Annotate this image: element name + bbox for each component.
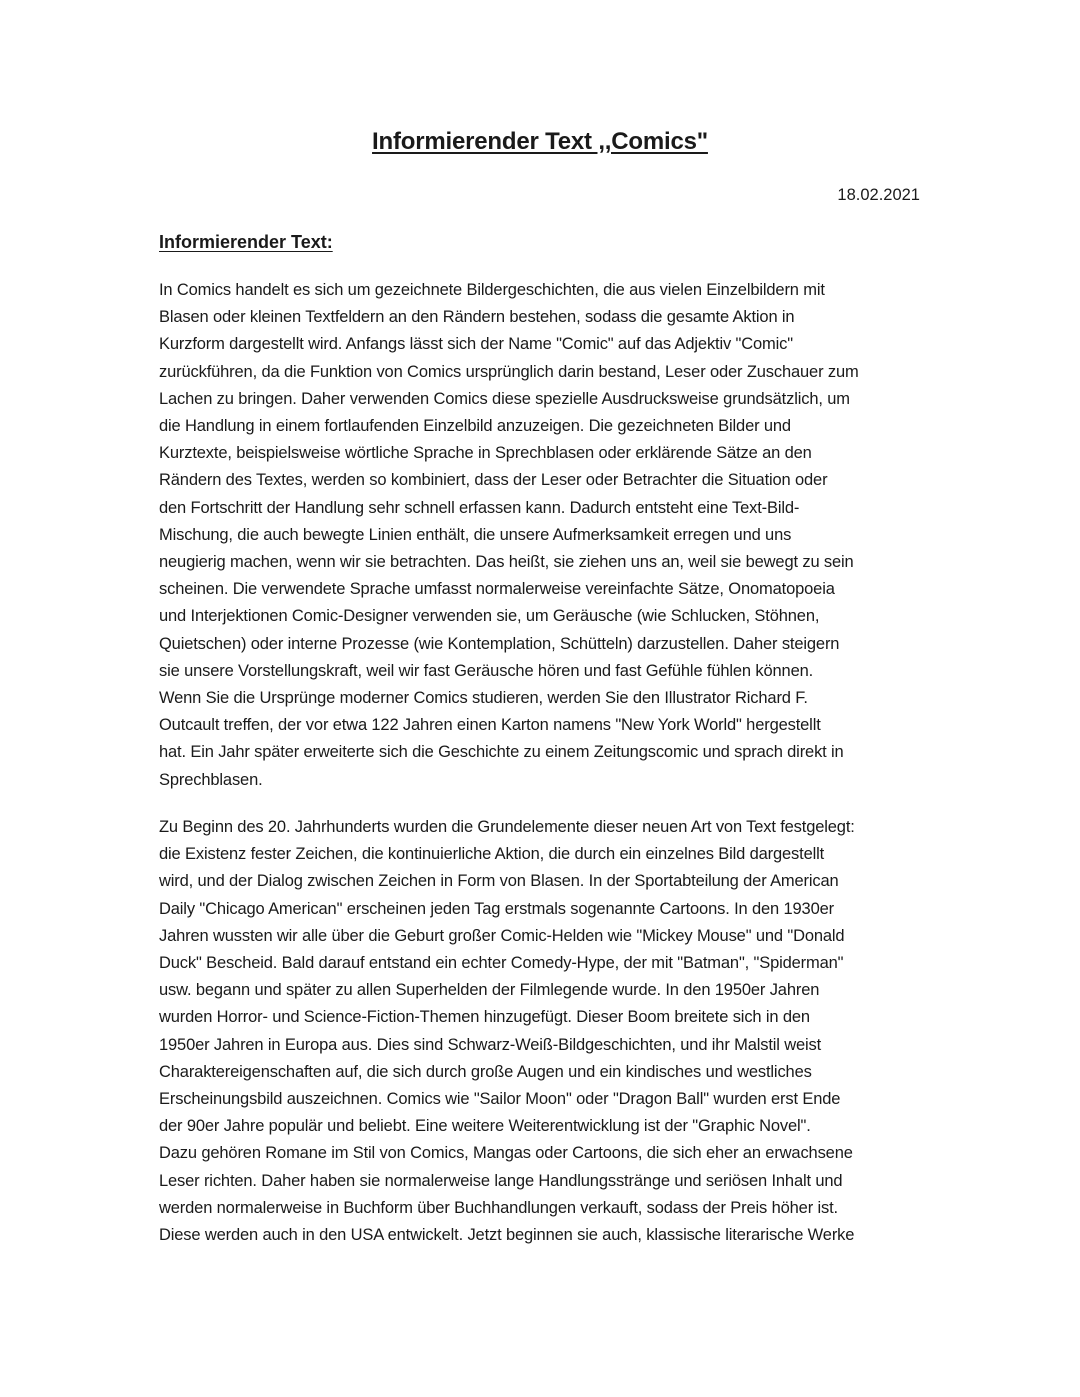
paragraph-line: Lachen zu bringen. Daher verwenden Comics diese spezielle Ausdrucksweise grundsätzlich, um	[159, 389, 850, 408]
paragraph-line: den Fortschritt der Handlung sehr schnell erfassen kann. Dadurch entsteht eine Text-Bild-	[159, 498, 800, 517]
paragraph-line: usw. begann und später zu allen Superhelden der Filmlegende wurde. In den 1950er Jahren	[159, 981, 820, 1000]
paragraph-line: Dazu gehören Romane im Stil von Comics, Mangas oder Cartoons, die sich eher an erwachsene	[159, 1144, 853, 1163]
paragraph-line: Wenn Sie die Ursprünge moderner Comics studieren, werden Sie den Illustrator Richard F.	[159, 689, 808, 708]
paragraph-line: sie unsere Vorstellungskraft, weil wir fast Geräusche hören und fast Gefühle fühlen können.	[159, 661, 814, 680]
paragraph-line: zurückführen, da die Funktion von Comics ursprünglich darin bestand, Leser oder Zuschauer zum	[159, 362, 859, 381]
paragraph-1	[159, 277, 939, 794]
paragraph-line: Diese werden auch in den USA entwickelt. Jetzt beginnen sie auch, klassische literarische Werke	[159, 1226, 855, 1245]
paragraph-line: Outcault treffen, der vor etwa 122 Jahren einen Karton namens "New York World" hergestellt	[159, 716, 821, 735]
paragraph-line: Charaktereigenschaften auf, die sich durch große Augen und ein kindisches und westliches	[159, 1062, 812, 1081]
document-title: Informierender Text ,,Comics"	[372, 128, 708, 155]
paragraph-line: der 90er Jahre populär und beliebt. Eine weitere Weiterentwicklung ist der "Graphic Novel".	[159, 1117, 811, 1136]
paragraph-line: Leser richten. Daher haben sie normalerweise lange Handlungsstränge und seriösen Inhalt und	[159, 1171, 843, 1190]
paragraph-line: In Comics handelt es sich um gezeichnete Bildergeschichten, die aus vielen Einzelbildern mit	[159, 281, 825, 299]
paragraph-line: und Interjektionen Comic-Designer verwenden sie, um Geräusche (wie Schlucken, Stöhnen,	[159, 607, 820, 626]
paragraph-line: Blasen oder kleinen Textfeldern an den Rändern bestehen, sodass die gesamte Aktion in	[159, 308, 795, 327]
paragraph-line: wird, und der Dialog zwischen Zeichen in Form von Blasen. In der Sportabteilung der American	[159, 872, 839, 891]
paragraph-2	[159, 814, 939, 1249]
paragraph-line: Mischung, die auch bewegte Linien enthält, die unsere Aufmerksamkeit erregen und uns	[159, 525, 792, 544]
paragraph-line: 1950er Jahren in Europa aus. Dies sind Schwarz-Weiß-Bildgeschichten, und ihr Malstil weist	[159, 1035, 822, 1054]
paragraph-line: Erscheinungsbild auszeichnen. Comics wie "Sailor Moon" oder "Dragon Ball" wurden erst Ende	[159, 1090, 841, 1109]
paragraph-line: Sprechblasen.	[159, 770, 263, 789]
paragraph-line: Quietschen) oder interne Prozesse (wie Kontemplation, Schütteln) darzustellen. Daher steigern	[159, 634, 840, 653]
paragraph-line: wurden Horror- und Science-Fiction-Themen hinzugefügt. Dieser Boom breitete sich in den	[159, 1008, 810, 1027]
paragraph-line: scheinen. Die verwendete Sprache umfasst normalerweise vereinfachte Sätze, Onomatopoeia	[159, 580, 835, 599]
paragraph-line: hat. Ein Jahr später erweiterte sich die Geschichte zu einem Zeitungscomic und sprach direkt in	[159, 743, 844, 762]
paragraph-line: Daily "Chicago American" erscheinen jeden Tag erstmals sogenannte Cartoons. In den 1930er	[159, 899, 834, 918]
paragraph-line: die Handlung in einem fortlaufenden Einzelbild anzuzeigen. Die gezeichneten Bilder und	[159, 417, 791, 436]
paragraph-line: Zu Beginn des 20. Jahrhunderts wurden die Grundelemente dieser neuen Art von Text festgelegt:	[159, 818, 855, 836]
paragraph-line: die Existenz fester Zeichen, die kontinuierliche Aktion, die durch ein einzelnes Bild dargestellt	[159, 845, 825, 864]
section-heading: Informierender Text:	[159, 232, 333, 252]
document-date: 18.02.2021	[837, 186, 920, 204]
paragraph-line: Kurzform dargestellt wird. Anfangs lässt sich der Name "Comic" auf das Adjektiv "Comic"	[159, 335, 793, 354]
paragraph-line: Rändern des Textes, werden so kombiniert, dass der Leser oder Betrachter die Situation oder	[159, 471, 828, 490]
paragraph-line: werden normalerweise in Buchform über Buchhandlungen verkauft, sodass der Preis höher ist.	[159, 1198, 838, 1217]
paragraph-line: Kurztexte, beispielsweise wörtliche Sprache in Sprechblasen oder erklärende Sätze an den	[159, 444, 812, 463]
paragraph-line: neugierig machen, wenn wir sie betrachten. Das heißt, sie ziehen uns an, weil sie bewegt zu sein	[159, 553, 854, 572]
paragraph-line: Jahren wussten wir alle über die Geburt großer Comic-Helden wie "Mickey Mouse" und "Donald	[159, 926, 845, 945]
paragraph-line: Duck" Bescheid. Bald darauf entstand ein echter Comedy-Hype, der mit "Batman", "Spiderman"	[159, 954, 844, 973]
